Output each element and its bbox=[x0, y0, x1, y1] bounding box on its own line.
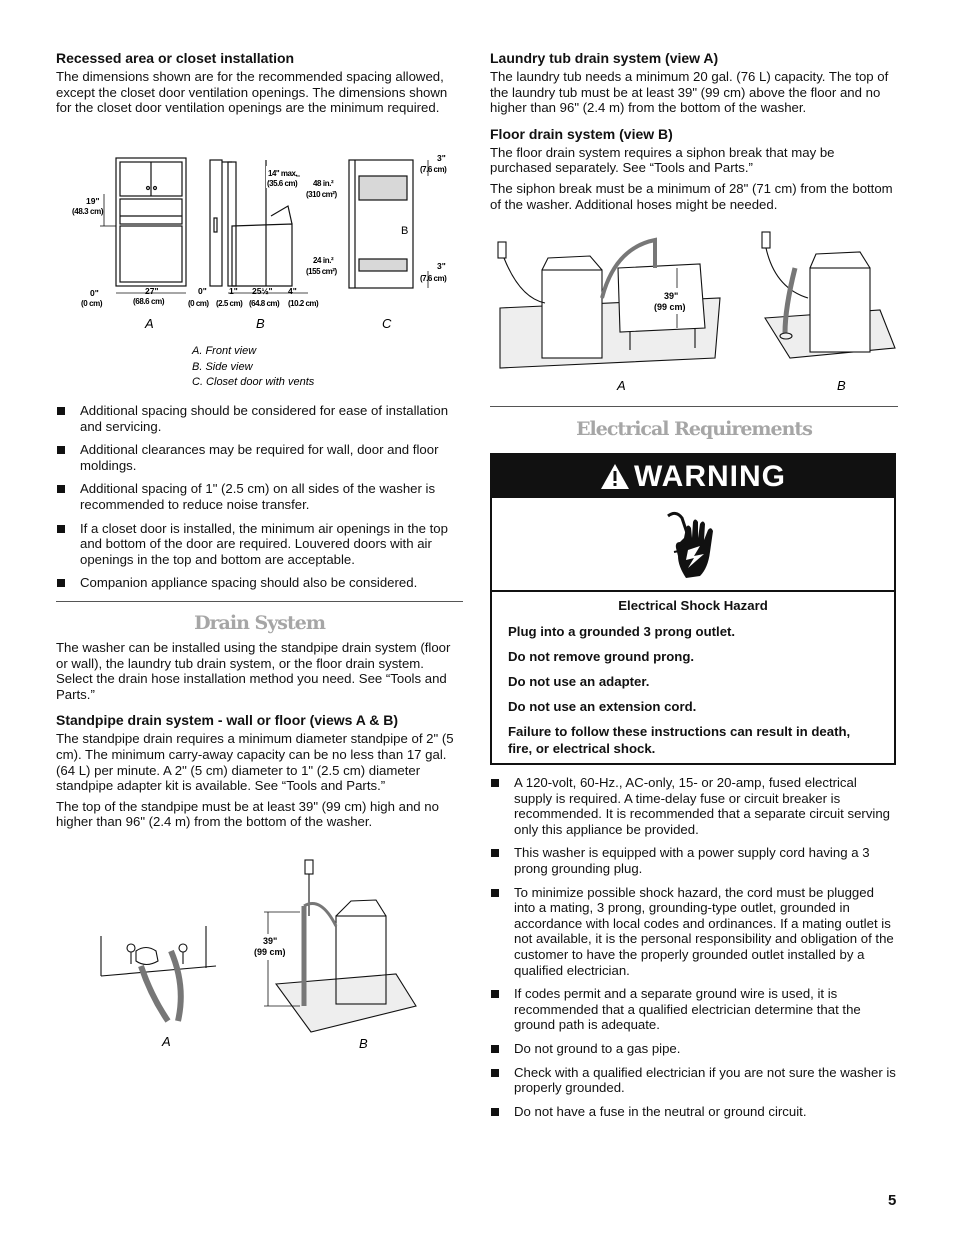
tub-height: 39" bbox=[664, 291, 679, 301]
electrical-shock-hand-icon bbox=[658, 506, 728, 582]
warning-triangle-icon bbox=[600, 463, 630, 490]
dim-4: 4" bbox=[288, 286, 297, 296]
caption-c: C. Closet door with vents bbox=[192, 376, 315, 388]
caption-a: A. Front view bbox=[192, 345, 257, 357]
divider bbox=[490, 406, 898, 407]
list-item: This washer is equipped with a power supply cord having a 3 prong grounding plug. bbox=[490, 845, 898, 876]
view-letter-c: C bbox=[382, 316, 392, 331]
list-item: Additional clearances may be required for wall, door and floor moldings. bbox=[56, 442, 463, 473]
floor-drain-heading: Floor drain system (view B) bbox=[490, 125, 673, 142]
warning-text bbox=[492, 592, 894, 757]
list-item: To minimize possible shock hazard, the cord must be plugged into a mating, 3 prong, grounding-type outlet, grounded in accordance with local codes and ordinances. If a mating outlet is not available, it is the personal responsibility and obligation of the customer to have the properly grounded outlet installed by a qualified electrician. bbox=[490, 885, 898, 979]
floor-drain-body-2: The siphon break must be a minimum of 28" (71 cm) from the bottom of the washer. Additional hoses might be needed. bbox=[490, 180, 893, 212]
page-number: 5 bbox=[888, 1192, 897, 1209]
standpipe-body-1: The standpipe drain requires a minimum diameter standpipe of 2" (5 cm). The minimum carry-away capacity can be no less than 17 gal. (64 L) per minute. A 2" (5 cm) diameter to 1" (2.5 cm) diameter standpipe adapter kit is available. See “Tools and Parts.” bbox=[56, 731, 454, 794]
dim-48: 48 in.² bbox=[313, 179, 334, 188]
wall-standpipe-drawing bbox=[101, 926, 216, 1021]
dim-48-cm: (310 cm²) bbox=[306, 190, 337, 199]
view-letter-a: A bbox=[145, 316, 154, 331]
divider bbox=[56, 601, 463, 602]
list-item: If a closet door is installed, the minimum air openings in the top and bottom of the door are required. Louvered doors with air openings in the top and bottom are acceptable. bbox=[56, 521, 463, 568]
drain-section bbox=[56, 612, 463, 835]
dim-4-cm: (10.2 cm) bbox=[288, 299, 319, 308]
list-item: Additional spacing of 1" (2.5 cm) on all sides of the washer is recommended to reduce noise transfer. bbox=[56, 481, 463, 512]
dim-19-cm: (48.3 cm) bbox=[72, 207, 104, 216]
recessed-heading: Recessed area or closet installation bbox=[56, 50, 295, 66]
warning-line: Plug into a grounded 3 prong outlet. bbox=[508, 624, 736, 639]
dim-1-cm: (2.5 cm) bbox=[216, 299, 243, 308]
list-item: Check with a qualified electrician if you are not sure the washer is properly grounded. bbox=[490, 1065, 898, 1096]
drain-system-title: Drain System bbox=[194, 612, 325, 634]
list-item: Do not have a fuse in the neutral or ground circuit. bbox=[490, 1104, 898, 1120]
list-item: If codes permit and a separate ground wire is used, it is recommended that a qualified electrician determine that the ground path is adequate. bbox=[490, 986, 898, 1033]
warning-line: Do not use an adapter. bbox=[508, 674, 650, 689]
tub-height-cm: (99 cm) bbox=[654, 302, 686, 312]
tub-floor-drain-figure bbox=[490, 228, 898, 398]
recessed-body: The dimensions shown are for the recommended spacing allowed, except the closet door ventilation openings. The dimensions shown for the closet door ventilation openings are the minimum required. bbox=[56, 69, 448, 116]
tub-heading: Laundry tub drain system (view A) bbox=[490, 50, 719, 66]
dim-25: 25½" bbox=[252, 286, 273, 296]
dim-3a-cm: (7.6 cm) bbox=[420, 165, 447, 174]
front-view-drawing bbox=[116, 158, 186, 286]
dim-0b-cm: (0 cm) bbox=[188, 299, 209, 308]
floor-drain-body-1: The floor drain system requires a siphon break that may be purchased separately. See “Tools and Parts.” bbox=[490, 144, 835, 176]
dim-24-cm: (155 cm²) bbox=[306, 267, 337, 276]
dim-27: 27" bbox=[145, 286, 159, 296]
tub-body: The laundry tub needs a minimum 20 gal. (76 L) capacity. The top of the laundry tub must be at least 39" (99 cm) above the floor and no higher than 96" (2.4 m) from the bottom of the washer. bbox=[490, 69, 889, 116]
list-item: Companion appliance spacing should also be considered. bbox=[56, 575, 463, 591]
standpipe-figure bbox=[96, 856, 426, 1056]
dim-3b: 3" bbox=[437, 261, 446, 271]
dim-14: 14" max. bbox=[268, 169, 298, 178]
dim-1: 1" bbox=[229, 286, 238, 296]
list-item: Additional spacing should be considered for ease of installation and servicing. bbox=[56, 403, 463, 434]
door-letter-b: B bbox=[401, 225, 409, 237]
caption-b: B. Side view bbox=[192, 361, 253, 373]
warning-line: Do not remove ground prong. bbox=[508, 649, 695, 664]
list-item: Do not ground to a gas pipe. bbox=[490, 1041, 898, 1057]
list-item: A 120-volt, 60-Hz., AC-only, 15- or 20-amp, fused electrical supply is required. A time-delay fuse or circuit breaker is recommended. It is recommended that a separate circuit serving only this appliance be provided. bbox=[490, 775, 898, 837]
standpipe-label-b: B bbox=[359, 1036, 368, 1051]
dim-27-cm: (68.6 cm) bbox=[133, 297, 165, 306]
right-column bbox=[490, 50, 898, 217]
standpipe-heading: Standpipe drain system - wall or floor (views A & B) bbox=[56, 712, 399, 729]
dim-0a: 0" bbox=[90, 288, 99, 298]
electrical-bullet-list bbox=[490, 775, 898, 1127]
closet-door-drawing bbox=[349, 160, 413, 288]
hazard-title: Electrical Shock Hazard bbox=[618, 598, 768, 613]
floor-drain-drawing bbox=[762, 232, 895, 358]
standpipe-label-a: A bbox=[162, 1034, 171, 1049]
dim-0b: 0" bbox=[198, 286, 207, 296]
electrical-requirements-title: Electrical Requirements bbox=[576, 418, 812, 440]
warning-label: WARNING bbox=[634, 459, 786, 493]
dim-14-cm: (35.6 cm) bbox=[267, 179, 298, 188]
tub-label-b: B bbox=[837, 378, 846, 393]
view-letter-b: B bbox=[256, 316, 265, 331]
standpipe-height: 39" bbox=[263, 936, 278, 946]
dim-3b-cm: (7.6 cm) bbox=[420, 274, 447, 283]
warning-box bbox=[490, 453, 896, 765]
dim-24: 24 in.² bbox=[313, 256, 334, 265]
left-column bbox=[56, 50, 463, 121]
standpipe-height-cm: (99 cm) bbox=[254, 947, 286, 957]
recessed-bullet-list bbox=[56, 403, 463, 599]
standpipe-body-2: The top of the standpipe must be at least 39" (99 cm) high and no higher than 96" (2.4 m) from the bottom of the washer. bbox=[56, 798, 439, 830]
tub-label-a: A bbox=[617, 378, 626, 393]
closet-installation-figure bbox=[56, 146, 463, 391]
dim-25-cm: (64.8 cm) bbox=[249, 299, 280, 308]
warning-line: Do not use an extension cord. bbox=[508, 699, 697, 714]
warning-line: Failure to follow these instructions can result in death, fire, or electrical shock. bbox=[508, 724, 851, 756]
hazard-icon-area bbox=[492, 498, 894, 592]
drain-intro: The washer can be installed using the standpipe drain system (floor or wall), the laundry tub drain system, or the floor drain system. Select the drain hose installation method you need. See “Tools and Parts.” bbox=[56, 640, 451, 702]
dim-0a-cm: (0 cm) bbox=[81, 299, 103, 308]
dim-19: 19" bbox=[86, 196, 100, 206]
dim-3a: 3" bbox=[437, 153, 446, 163]
warning-header bbox=[492, 455, 894, 498]
